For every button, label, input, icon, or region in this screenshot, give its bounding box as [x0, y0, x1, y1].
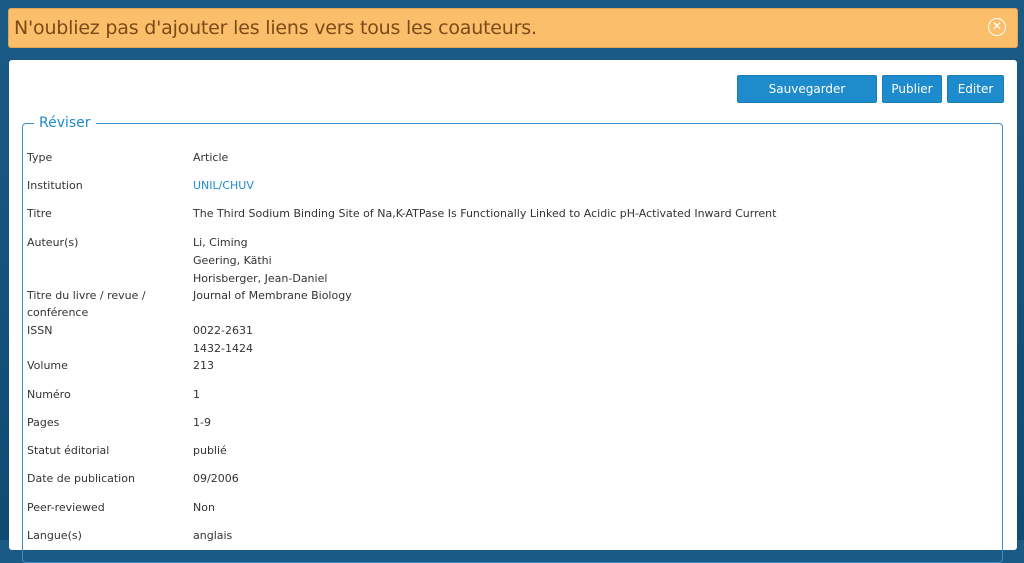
main-panel	[9, 60, 1017, 550]
review-legend: Réviser	[34, 115, 96, 131]
book-title-value: Journal of Membrane Biology	[193, 289, 352, 302]
edit-button[interactable]: Editer	[947, 75, 1004, 103]
pages-label: Pages	[27, 416, 60, 429]
pages-value: 1-9	[193, 416, 211, 429]
issn-label: ISSN	[27, 324, 53, 337]
date-label: Date de publication	[27, 472, 135, 485]
author-item: Li, Ciming	[193, 236, 248, 249]
status-label: Statut éditorial	[27, 444, 110, 457]
status-value: publié	[193, 444, 227, 457]
type-value: Article	[193, 151, 229, 164]
issn-item: 0022-2631	[193, 324, 253, 337]
number-value: 1	[193, 388, 200, 401]
language-value: anglais	[193, 529, 233, 542]
number-label: Numéro	[27, 388, 71, 401]
author-item: Geering, Käthi	[193, 254, 272, 267]
institution-label: Institution	[27, 179, 83, 192]
issn-item: 1432-1424	[193, 342, 253, 355]
peer-reviewed-value: Non	[193, 501, 215, 514]
volume-value: 213	[193, 359, 214, 372]
close-icon[interactable]: ✕	[988, 18, 1006, 36]
book-title-label-cont: conférence	[27, 306, 89, 319]
publish-button[interactable]: Publier	[882, 75, 942, 103]
language-label: Langue(s)	[27, 529, 82, 542]
date-value: 09/2006	[193, 472, 239, 485]
institution-link[interactable]: UNIL/CHUV	[193, 179, 254, 192]
book-title-label: Titre du livre / revue /	[27, 289, 146, 302]
type-label: Type	[27, 151, 53, 164]
author-item: Horisberger, Jean-Daniel	[193, 272, 328, 285]
review-fieldset	[22, 123, 1003, 563]
alert-message: N'oubliez pas d'ajouter les liens vers tous les coauteurs.	[14, 17, 537, 39]
alert-banner	[8, 8, 1018, 48]
title-value: The Third Sodium Binding Site of Na,K-ATPase Is Functionally Linked to Acidic pH-Activated Inward Current	[193, 207, 777, 220]
authors-label: Auteur(s)	[27, 236, 79, 249]
title-label: Titre	[27, 207, 52, 220]
save-draft-button[interactable]: Sauvegarder (brouillon)	[737, 75, 877, 103]
volume-label: Volume	[27, 359, 68, 372]
peer-reviewed-label: Peer-reviewed	[27, 501, 105, 514]
